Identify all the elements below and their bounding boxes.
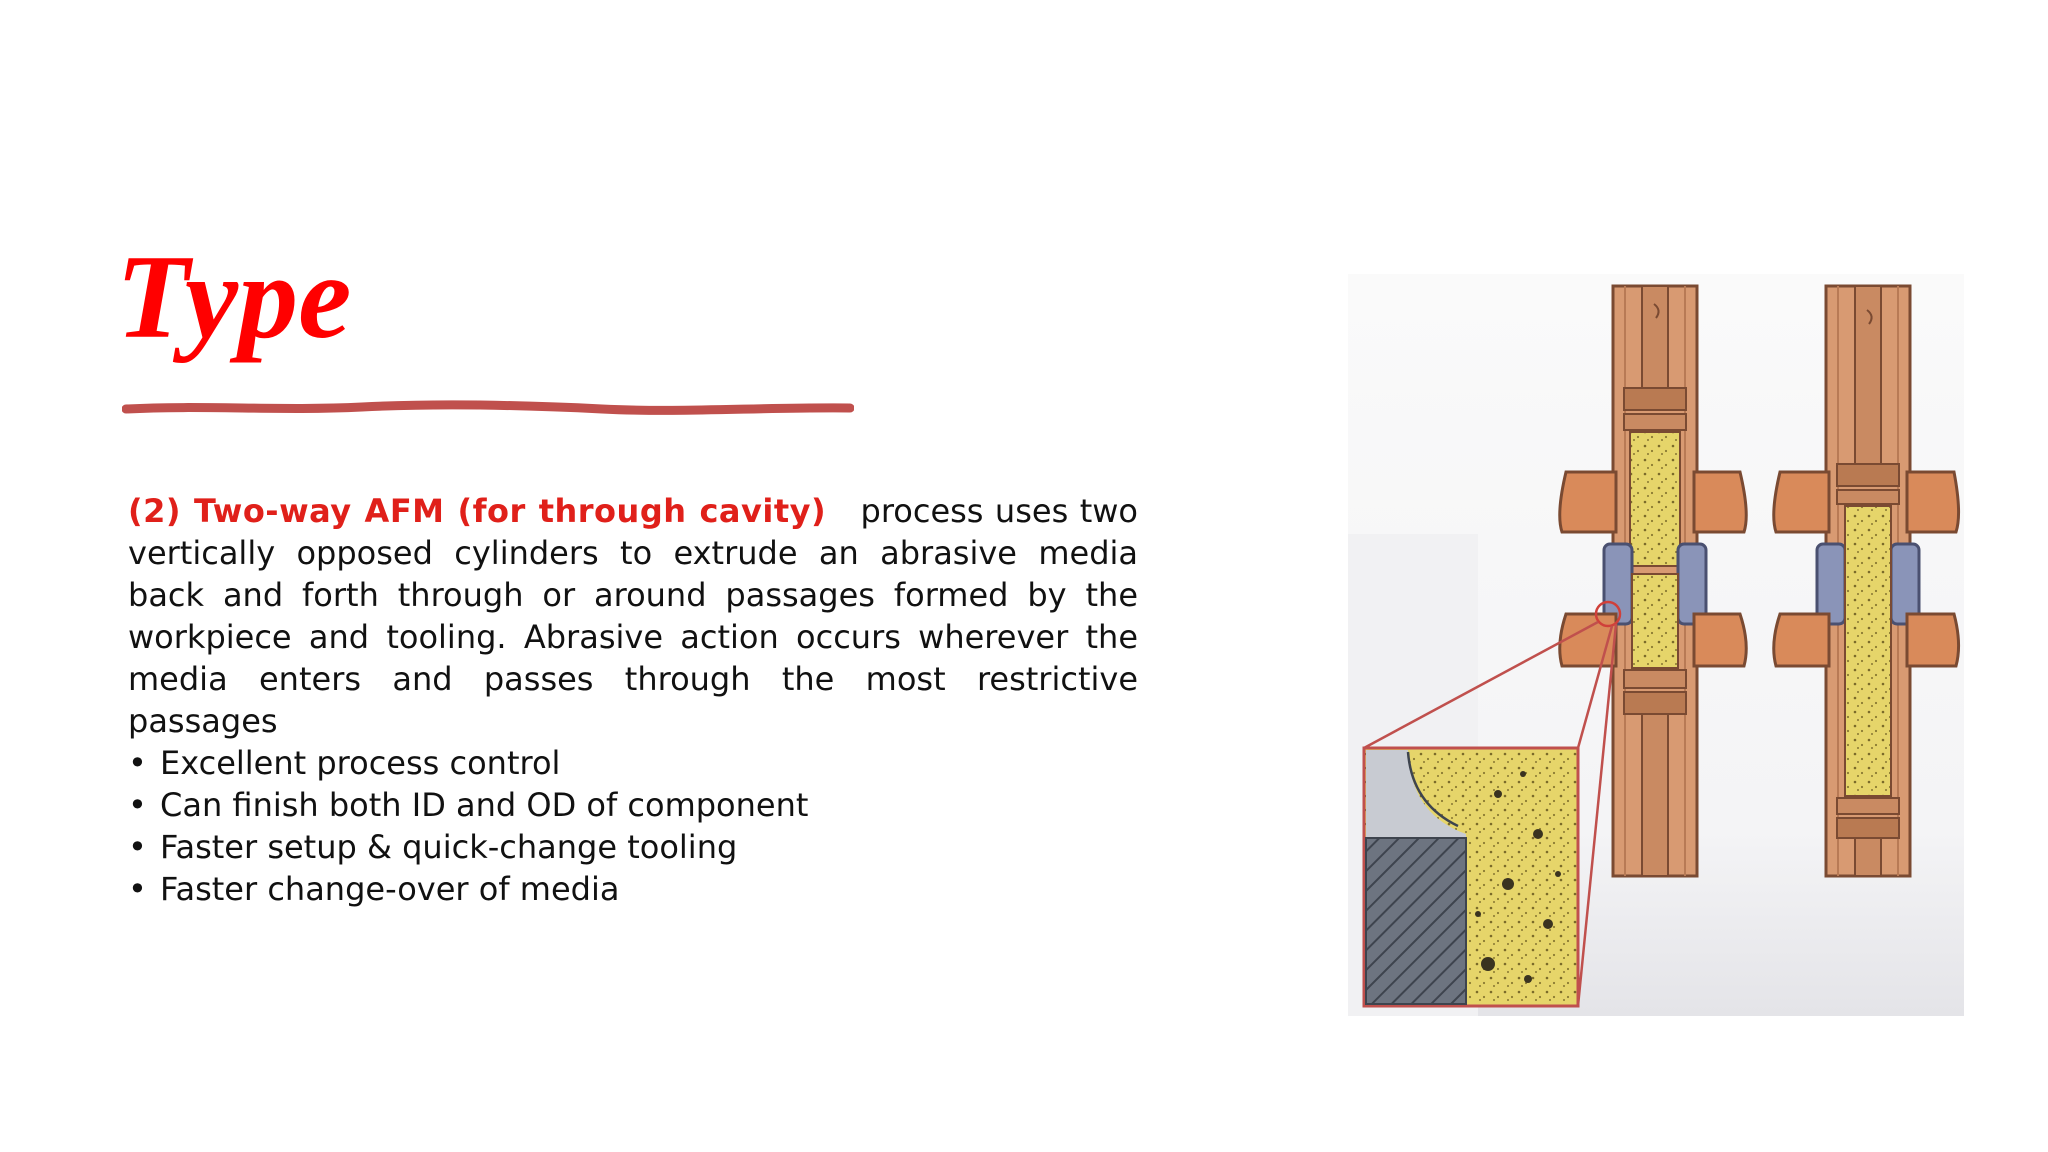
title-underline — [122, 396, 854, 420]
list-item: • Excellent process control — [128, 742, 1138, 784]
list-item: • Can finish both ID and OD of component — [128, 784, 1138, 826]
list-item: • Faster change-over of media — [128, 868, 1138, 910]
description-paragraph — [128, 490, 1138, 742]
slide-title: Type — [116, 230, 352, 363]
body-text — [128, 490, 1138, 910]
two-way-afm-illustration — [1348, 274, 1964, 1016]
list-item: • Faster setup & quick-change tooling — [128, 826, 1138, 868]
feature-list — [128, 742, 1138, 910]
process-description: process uses two vertically opposed cylinders to extrude an abrasive media back and forth through or around passages formed by the workpiece and tooling. Abrasive action occurs wherever the media enters and passes through the most restrictive passages — [128, 492, 1139, 740]
process-name: (2) Two-way AFM (for through cavity) — [128, 492, 827, 530]
